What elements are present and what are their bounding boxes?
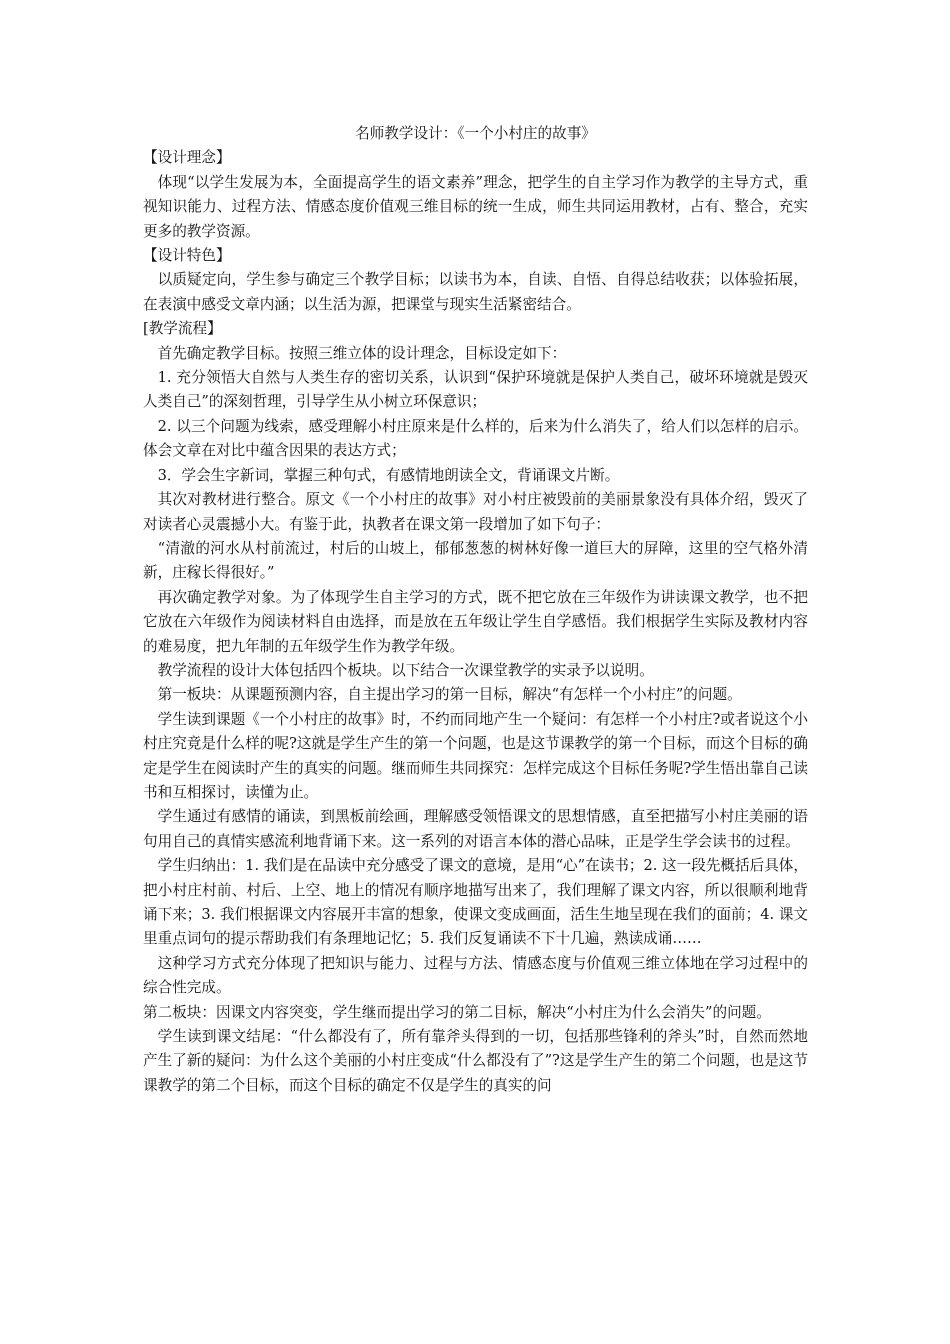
paragraph: 学生读到课文结尾：“什么都没有了，所有靠斧头得到的一切，包括那些锋利的斧头”时，自然而然地产生了新的疑问：为什么这个美丽的小村庄变成“什么都没有了”?这是学生产生的第二个问题，也是这节课教学的第二个目标，而这个目标的确定不仅是学生的真实的问 <box>143 1028 808 1094</box>
document-title: 名师教学设计：《一个小村庄的故事》 <box>355 125 596 142</box>
goal-item-3: 3．学会生字新词，掌握三种句式，有感情地朗读全文，背诵课文片断。 <box>157 466 620 484</box>
paragraph: 以质疑定向，学生参与确定三个教学目标；以读书为本，自读、自悟、自得总结收获；以体验拓展，在表演中感受文章内涵；以生活为源，把课堂与现实生活紧密结合。 <box>143 271 808 313</box>
block-one-heading: 第一板块：从课题预测内容，自主提出学习的第一目标，解决“有怎样一个小村庄”的问题。 <box>157 686 742 704</box>
paragraph: 教学流程的设计大体包括四个板块。以下结合一次课堂教学的实录予以说明。 <box>157 661 654 679</box>
paragraph: 学生通过有感情的诵读，到黑板前绘画，理解感受领悟课文的思想情感，直至把描写小村庄美丽的语句用自己的真情实感流利地背诵下来。这一系列的对语言本体的潜心品味，正是学生学会读书的过程。 <box>143 808 808 850</box>
paragraph: 学生读到课题《一个小村庄的故事》时，不约而同地产生一个疑问：有怎样一个小村庄?或者说这个小村庄究竟是什么样的呢?这就是学生产生的第一个问题，也是这节课教学的第一个目标，而这个目标的确定是学生在阅读时产生的真实的问题。继而师生共同探究：怎样完成这个目标任务呢?学生悟出靠自己读书和互相探讨，读懂为止。 <box>143 710 808 801</box>
paragraph: 首先确定教学目标。按照三维立体的设计理念，目标设定如下： <box>157 344 567 362</box>
paragraph: 学生归纳出：1. 我们是在品读中充分感受了课文的意境，是用“心”在读书；2. 这一段先概括后具体，把小村庄村前、村后、上空、地上的情况有顺序地描写出来了，我们理解了课文内容，所以很顺利地背诵下来；3. 我们根据课文内容展开丰富的想象，使课文变成画面，活生生地呈现在我们的面前；4. 课文里重点词句的提示帮助我们有条理地记忆；5. 我们反复诵读不下十几遍，熟读成诵…… <box>143 857 808 948</box>
block-two-heading: 第二板块：因课文内容突变，学生继而提出学习的第二目标，解决“小村庄为什么会消失”的问题。 <box>143 1003 771 1021</box>
goal-item-1: 1. 充分领悟大自然与人类生存的密切关系，认识到“保护环境就是保护人类自己，破坏环境就是毁灭人类自己”的深刻哲理，引导学生从小树立环保意识； <box>143 369 808 411</box>
paragraph: 再次确定教学对象。为了体现学生自主学习的方式，既不把它放在三年级作为讲读课文教学，也不把它放在六年级作为阅读材料自由选择，而是放在五年级让学生自学感悟。我们根据学生实际及教材内容的难易度，把九年制的五年级学生作为教学年级。 <box>143 588 808 655</box>
paragraph: 其次对教材进行整合。原文《一个小村庄的故事》对小村庄被毁前的美丽景象没有具体介绍，毁灭了对读者心灵震撼小大。有鉴于此，执教者在课文第一段增加了如下句子： <box>143 491 808 533</box>
goal-item-2: 2. 以三个问题为线索，感受理解小村庄原来是什么样的，后来为什么消失了，给人们以怎样的启示。体会文章在对比中蕴含因果的表达方式； <box>143 417 808 460</box>
paragraph: 体现“以学生发展为本，全面提高学生的语文素养”理念，把学生的自主学习作为教学的主导方式，重视知识能力、过程方法、情感态度价值观三维目标的统一生成，师生共同运用教材，占有、整合，充实更多的教学资源。 <box>143 173 808 240</box>
section-heading-design-concept: 【设计理念】 <box>143 149 231 167</box>
quoted-sentence: “清澈的河水从村前流过，村后的山坡上，郁郁葱葱的树林好像一道巨大的屏障，这里的空气格外清新，庄稼长得很好。” <box>143 539 808 582</box>
document-page <box>143 122 808 1098</box>
paragraph: 这种学习方式充分体现了把知识与能力、过程与方法、情感态度与价值观三维立体地在学习过程中的综合性完成。 <box>143 954 808 997</box>
section-heading-teaching-process: [教学流程】 <box>143 320 222 338</box>
section-heading-design-features: 【设计特色】 <box>143 247 231 265</box>
